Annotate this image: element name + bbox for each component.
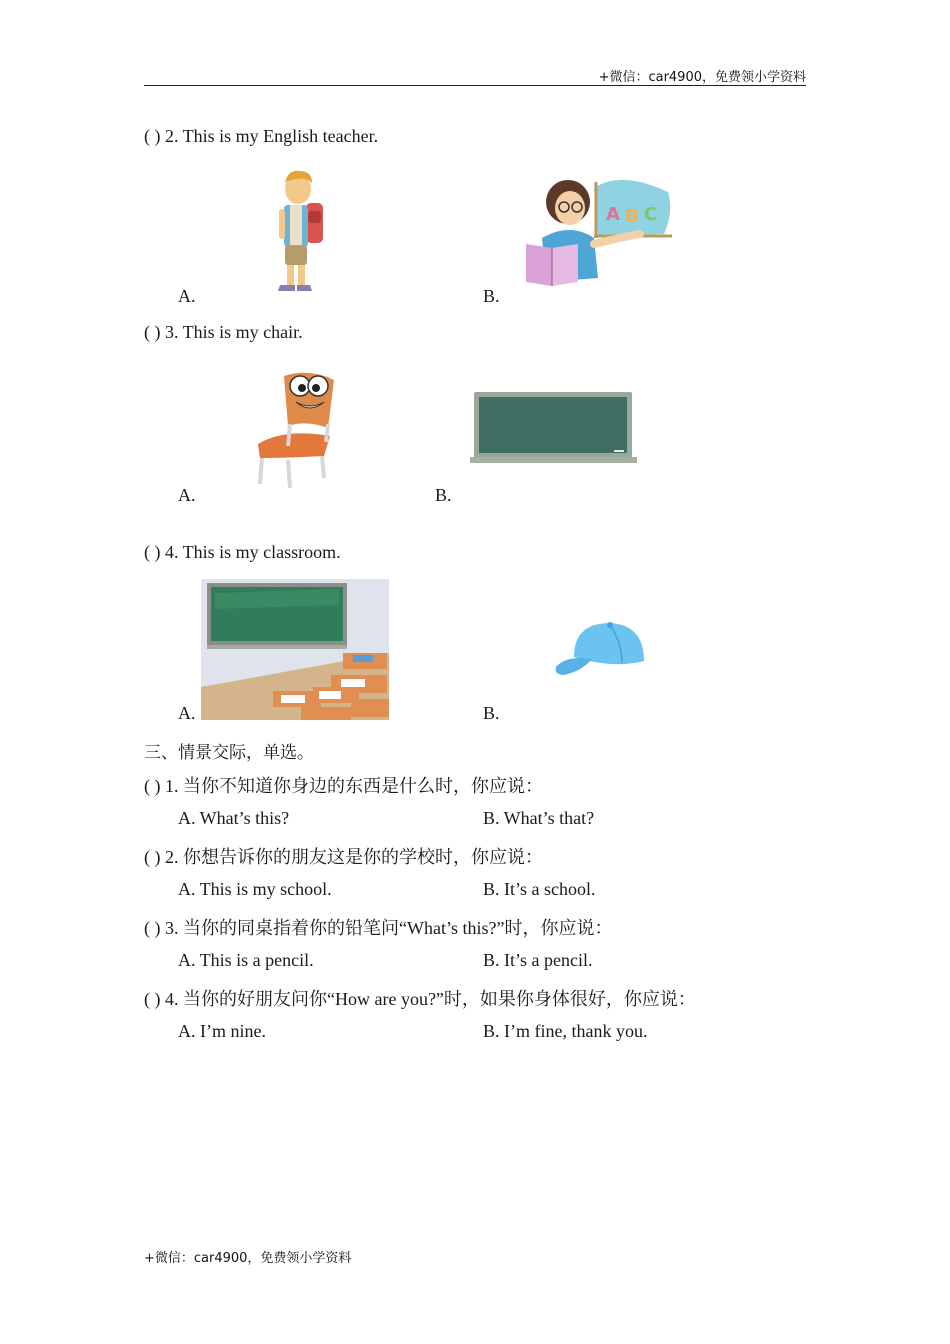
section-3-title: 三、情景交际，单选。 [144,743,314,763]
classroom-icon [201,579,389,720]
section-3-question-2-option-a: A. This is my school. [178,879,332,899]
cartoon-chair-icon [254,366,338,492]
teacher-with-abc-icon [522,172,676,292]
question-2-option-b: B. [483,286,500,306]
section-3-question-1-option-a: A. What’s this? [178,808,290,828]
svg-text:A: A [606,204,620,225]
question-4-stem: ( ) 4. This is my classroom. [144,542,341,562]
backpack-boy-icon [270,167,330,295]
section-3-question-4-stem: ( ) 4. 当你的好朋友问你“How are you?”时，如果你身体很好，你应说： [144,989,696,1009]
question-3-option-b: B. [435,485,452,505]
section-3-question-1-option-b: B. What’s that? [483,808,595,828]
section-3-question-2-option-b: B. It’s a school. [483,879,596,899]
section-3-question-1-stem: ( ) 1. 当你不知道你身边的东西是什么时，你应说： [144,776,543,796]
question-2-option-a: A. [178,286,196,306]
header-note: +微信：car4900，免费领小学资料 [598,70,806,85]
header-divider [144,85,806,86]
svg-text:B: B [625,206,639,227]
footer-note: +微信：car4900，免费领小学资料 [144,1251,352,1266]
blue-cap-icon [552,619,646,679]
question-4-option-a: A. [178,703,196,723]
section-3-question-3-option-b: B. It’s a pencil. [483,950,593,970]
question-3-option-a: A. [178,485,196,505]
svg-text:C: C [644,204,658,225]
section-3-question-4-option-a: A. I’m nine. [178,1021,266,1041]
blackboard-icon [470,392,638,466]
question-2-stem: ( ) 2. This is my English teacher. [144,126,379,146]
question-4-option-b: B. [483,703,500,723]
question-3-stem: ( ) 3. This is my chair. [144,322,303,342]
section-3-question-2-stem: ( ) 2. 你想告诉你的朋友这是你的学校时，你应说： [144,847,543,867]
section-3-question-3-stem: ( ) 3. 当你的同桌指着你的铅笔问“What’s this?”时，你应说： [144,918,613,938]
section-3-question-3-option-a: A. This is a pencil. [178,950,314,970]
section-3-question-4-option-b: B. I’m fine, thank you. [483,1021,648,1041]
